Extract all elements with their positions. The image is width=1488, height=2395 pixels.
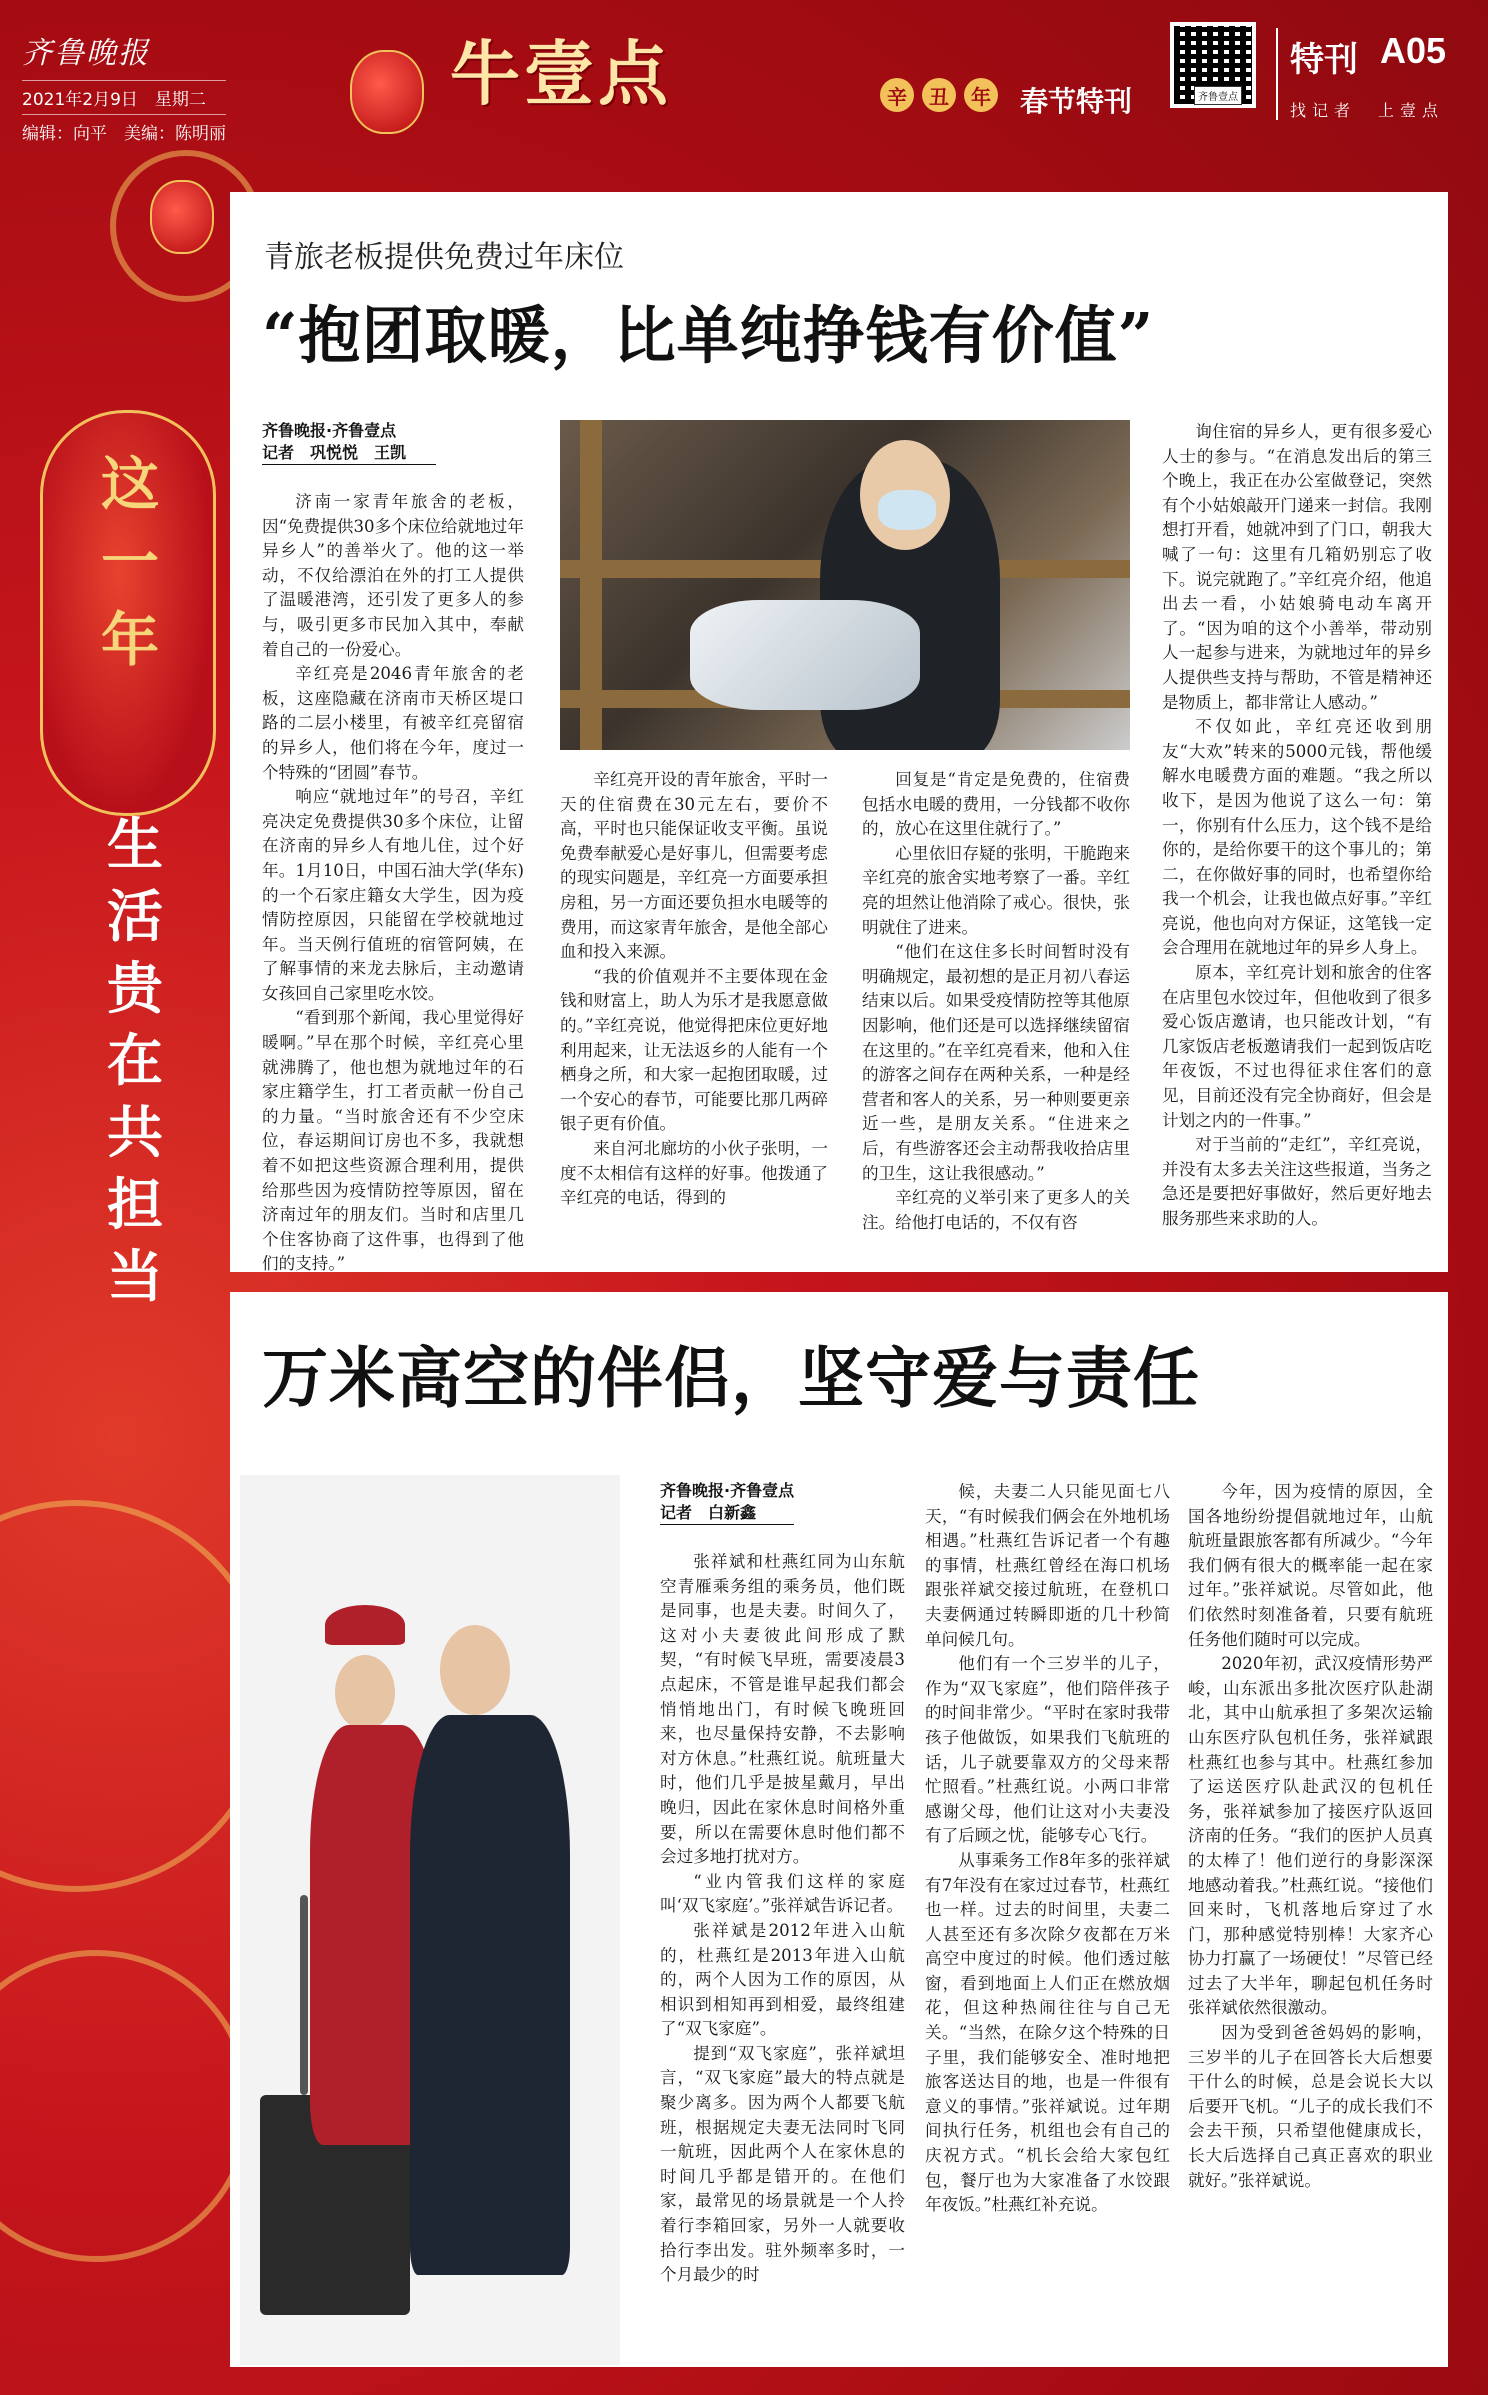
year-badge: 年 (964, 78, 998, 112)
article1-column-3 (862, 768, 1130, 1250)
paragraph: 候，夫妻二人只能见面七八天，“有时候我们俩会在外地机场相遇。”杜燕红告诉记者一个有趣的事情，杜燕红曾经在海口机场跟张祥斌交接过航班，在登机口夫妻俩通过转瞬即逝的几十秒简单问候几句。 (925, 1482, 1170, 1649)
paragraph: “他们在这住多长时间暂时没有明确规定，最初想的是正月初八春运结束以后。如果受疫情防控等其他原因影响，他们还是可以选择继续留宿在这里的。”在辛红亮看来，他和入住的游客之间存在两种关系，一种是经营者和客人的关系，另一种则要更亲近一些，是朋友关系。“住进来之后，有些游客还会主动帮我收拾店里的卫生，这让我很感动。” (862, 942, 1130, 1183)
editor-credits: 编辑：向平 美编：陈明丽 (22, 114, 226, 144)
byline-org: 齐鲁晚报·齐鲁壹点 (660, 1481, 795, 1500)
paragraph: 原本，辛红亮计划和旅舍的住客在店里包水饺过年，但他收到了很多爱心饭店邀请，也只能改计划，“有几家饭店老板邀请我们一起到饭店吃年夜饭，不过也得征求住客们的意见，目前还没有完全协商好，但会是计划之内的一件事。” (1162, 963, 1432, 1130)
paragraph: 辛红亮的义举引来了更多人的关注。给他打电话的，不仅有咨 (862, 1188, 1130, 1232)
paragraph: 对于当前的“走红”，辛红亮说，并没有太多去关注这些报道，当务之急还是要把好事做好，然后更好地去服务那些来求助的人。 (1162, 1135, 1432, 1228)
byline-reporters: 记者 白新鑫 (660, 1502, 794, 1525)
hostel-photo (560, 420, 1130, 750)
paragraph: 2020年初，武汉疫情形势严峻，山东派出多批次医疗队赴湖北，其中山航承担了多架次运输山东医疗队包机任务，张祥斌跟杜燕红也参与其中。杜燕红参加了运送医疗队赴武汉的包机任务，张祥斌参加了接医疗队返回济南的任务。“我们的医护人员真的太棒了！他们逆行的身影深深地感动着我。”杜燕红说。“接他们回来时，飞机落地后穿过了水门，那种感觉特别棒！大家齐心协力打赢了一场硬仗！”尽管已经过去了大半年，聊起包机任务时张祥斌依然很激动。 (1188, 1654, 1433, 2018)
paragraph: 辛红亮是2046青年旅舍的老板，这座隐藏在济南市天桥区堤口路的二层小楼里，有被辛红亮留宿的异乡人，他们将在今年，度过一个特殊的“团圆”春节。 (262, 664, 524, 782)
byline-org: 齐鲁晚报·齐鲁壹点 (262, 421, 397, 440)
paragraph: 今年，因为疫情的原因，全国各地纷纷提倡就地过年，山航航班量跟旅客都有所减少。“今年我们俩有很大的概率能一起在家过年。”张祥斌说。尽管如此，他们依然时刻准备着，只要有航班任务他们随时可以完成。 (1188, 1482, 1433, 1649)
issue-date: 2021年2月9日 星期二 (22, 80, 226, 110)
lantern-icon (350, 50, 424, 134)
paragraph: 他们有一个三岁半的儿子，作为“双飞家庭”，他们陪伴孩子的时间非常少。“平时在家时我带孩子他做饭，如果我们飞航班的话，儿子就要靠双方的父母来帮忙照看。”杜燕红说。小两口非常感谢父母，他们让这对小夫妻没有了后顾之忧，能够专心飞行。 (925, 1654, 1170, 1846)
paragraph: 来自河北廊坊的小伙子张明，一度不太相信有这样的好事。他拨通了辛红亮的电话，得到的 (560, 1138, 828, 1208)
article1-column-1 (262, 490, 524, 1274)
article1-column-2 (560, 768, 828, 1250)
paragraph: 张祥斌是2012年进入山航的，杜燕红是2013年进入山航的，两个人因为工作的原因，从相识到相知再到相爱，最终组建了“双飞家庭”。 (660, 1920, 905, 2039)
side-lantern-text: 这一年 (100, 450, 159, 674)
page-header (0, 0, 1488, 150)
page-number: A05 (1380, 30, 1447, 71)
year-badge: 辛 (880, 78, 914, 112)
masthead (22, 28, 226, 144)
article2-byline (660, 1480, 794, 1525)
paragraph: 不仅如此，辛红亮还收到朋友“大欢”转来的5000元钱，帮他缓解水电暖费方面的难题。“我之所以收下，是因为他说了这么一句：第一，你别有什么压力，这个钱不是给你的，是给你要干的这个事儿的；第二，在你做好事的同时，也希望你给我一个机会，让我也做点好事。”辛红亮说，他也向对方保证，这笔钱一定会合理用在就地过年的异乡人身上。 (1162, 717, 1432, 958)
article2-headline: 万米高空的伴侣，坚守爱与责任 (262, 1339, 1200, 1417)
article2-column-3 (1188, 1480, 1433, 2350)
article2-column-2 (925, 1480, 1170, 2350)
couple-photo (240, 1475, 620, 2365)
section-name: 特刊 (1290, 40, 1358, 80)
article1-byline (262, 420, 436, 465)
year-badge: 丑 (922, 78, 956, 112)
header-credits: 找记者 上壹点 (1290, 101, 1445, 120)
article1-column-4 (1162, 420, 1432, 1250)
paragraph: 因为受到爸爸妈妈的影响，三岁半的儿子在回答长大后想要干什么的时候，总是会说长大以后要开飞机。“儿子的成长我们不会去干预，只希望他健康成长，长大后选择自己真正喜欢的职业就好。”张祥斌说。 (1188, 2023, 1433, 2190)
article1-headline: “抱团取暖，比单纯挣钱有价值” (262, 299, 1155, 372)
paragraph: 响应“就地过年”的号召，辛红亮决定免费提供30多个床位，让留在济南的异乡人有地儿住，过个好年。1月10日，中国石油大学(华东)的一个石家庄籍女大学生，因为疫情防控原因，只能留在学校就地过年。当天例行值班的宿管阿姨，在了解事情的来龙去脉后，主动邀请女孩回自己家里吃水饺。 (262, 787, 524, 1003)
year-badges (880, 78, 998, 112)
article2-column-1 (660, 1550, 905, 2350)
paragraph: 张祥斌和杜燕红同为山东航空青雁乘务组的乘务员，他们既是同事，也是夫妻。时间久了，这对小夫妻彼此间形成了默契，“有时候飞早班，需要凌晨3点起床，不管是谁早起我们都会悄悄地出门，有时候飞晚班回来，也尽量保持安静，不去影响对方休息。”杜燕红说。航班量大时，他们几乎是披星戴月，早出晚归，因此在家休息时间格外重要，所以在需要休息时他们都不会过多地打扰对方。 (660, 1552, 905, 1867)
byline-reporters: 记者 巩悦悦 王凯 (262, 442, 436, 465)
article1-kicker: 青旅老板提供免费过年床位 (264, 240, 624, 275)
paragraph: “我的价值观并不主要体现在金钱和财富上，助人为乐才是我愿意做的。”辛红亮说，他觉得把床位更好地利用起来，让无法返乡的人能有一个栖身之所，和大家一起抱团取暖，过一个安心的春节，可能要比那几两碎银子更有价值。 (560, 966, 828, 1134)
paragraph: 心里依旧存疑的张明，干脆跑来辛红亮的旅舍实地考察了一番。辛红亮的坦然让他消除了戒心。很快，张明就住了进来。 (862, 843, 1130, 937)
paragraph: 回复是“肯定是免费的，住宿费包括水电暖的费用，一分钱都不收你的，放心在这里住就行了。” (862, 770, 1130, 839)
paragraph: “业内管我们这样的家庭叫‘双飞家庭’。”张祥斌告诉记者。 (660, 1871, 905, 1916)
newspaper-logo: 齐鲁晚报 (22, 36, 150, 71)
paragraph: 济南一家青年旅舍的老板，因“免费提供30多个床位给就地过年异乡人”的善举火了。他的这一举动，不仅给漂泊在外的打工人提供了温暖港湾，还引发了更多人的参与，吸引更多市民加入其中，奉献着自己的一份爱心。 (262, 492, 524, 659)
paragraph: “看到那个新闻，我心里觉得好暖啊。”早在那个时候，辛红亮心里就沸腾了，他也想为就地过年的石家庄籍学生，打工者贡献一份自己的力量。“当时旅舍还有不少空床位，春运期间订房也不多，我就想着不如把这些资源合理利用，提供给那些因为疫情防控等原因，留在济南过年的朋友们。当时和店里几个住客协商了这件事，也得到了他们的支持。” (262, 1008, 524, 1274)
header-divider (1276, 28, 1278, 120)
paragraph: 从事乘务工作8年多的张祥斌有7年没有在家过过春节，杜燕红也一样。过去的时间里，夫妻二人甚至还有多次除夕夜都在万米高空中度过的时候。他们透过舷窗，看到地面上人们正在燃放烟花，但这种热闹往往与自己无关。“当然，在除夕这个特殊的日子里，我们能够安全、准时地把旅客送达目的地，也是一件很有意义的事情。”张祥斌说。过年期间执行任务，机组也会有自己的庆祝方式。“机长会给大家包红包，餐厅也为大家准备了水饺跟年夜饭。”杜燕红补充说。 (925, 1850, 1170, 2215)
banner-title: 牛壹点 (450, 32, 672, 115)
qr-label: 齐鲁壹点 (1194, 86, 1242, 105)
banner-subtitle: 春节特刊 (1020, 85, 1133, 118)
paragraph: 询住宿的异乡人，更有很多爱心人士的参与。“在消息发出后的第三个晚上，我正在办公室做登记，突然有个小姑娘敲开门递来一封信。我刚想打开看，她就冲到了门口，朝我大喊了一句：这里有几箱奶别忘了收下。说完就跑了。”辛红亮介绍，他追出去一看，小姑娘骑电动车离开了。“因为咱的这个小善举，带动别人一起参与进来，为就地过年的异乡人提供些支持与帮助，不管是精神还是物质上，都非常让人感动。” (1162, 422, 1432, 712)
paragraph: 提到“双飞家庭”，张祥斌坦言，“双飞家庭”最大的特点就是聚少离多。因为两个人都要飞航班，根据规定夫妻无法同时飞同一航班，因此两个人在家休息的时间几乎都是错开的。在他们家，最常见的场景就是一个人拎着行李箱回家，另外一人就要收拾行李出发。驻外频率多时，一个月最少的时 (660, 2043, 905, 2285)
paragraph: 辛红亮开设的青年旅舍，平时一天的住宿费在30元左右，要价不高，平时也只能保证收支平衡。虽说免费奉献爱心是好事儿，但需要考虑的现实问题是，辛红亮一方面要承担房租，另一方面还要负担水电暖等的费用，而这家青年旅舍，是他全部心血和投入来源。 (560, 770, 828, 962)
lantern-icon (150, 180, 214, 254)
side-slogan: 生活贵在共担当 (107, 813, 163, 1310)
